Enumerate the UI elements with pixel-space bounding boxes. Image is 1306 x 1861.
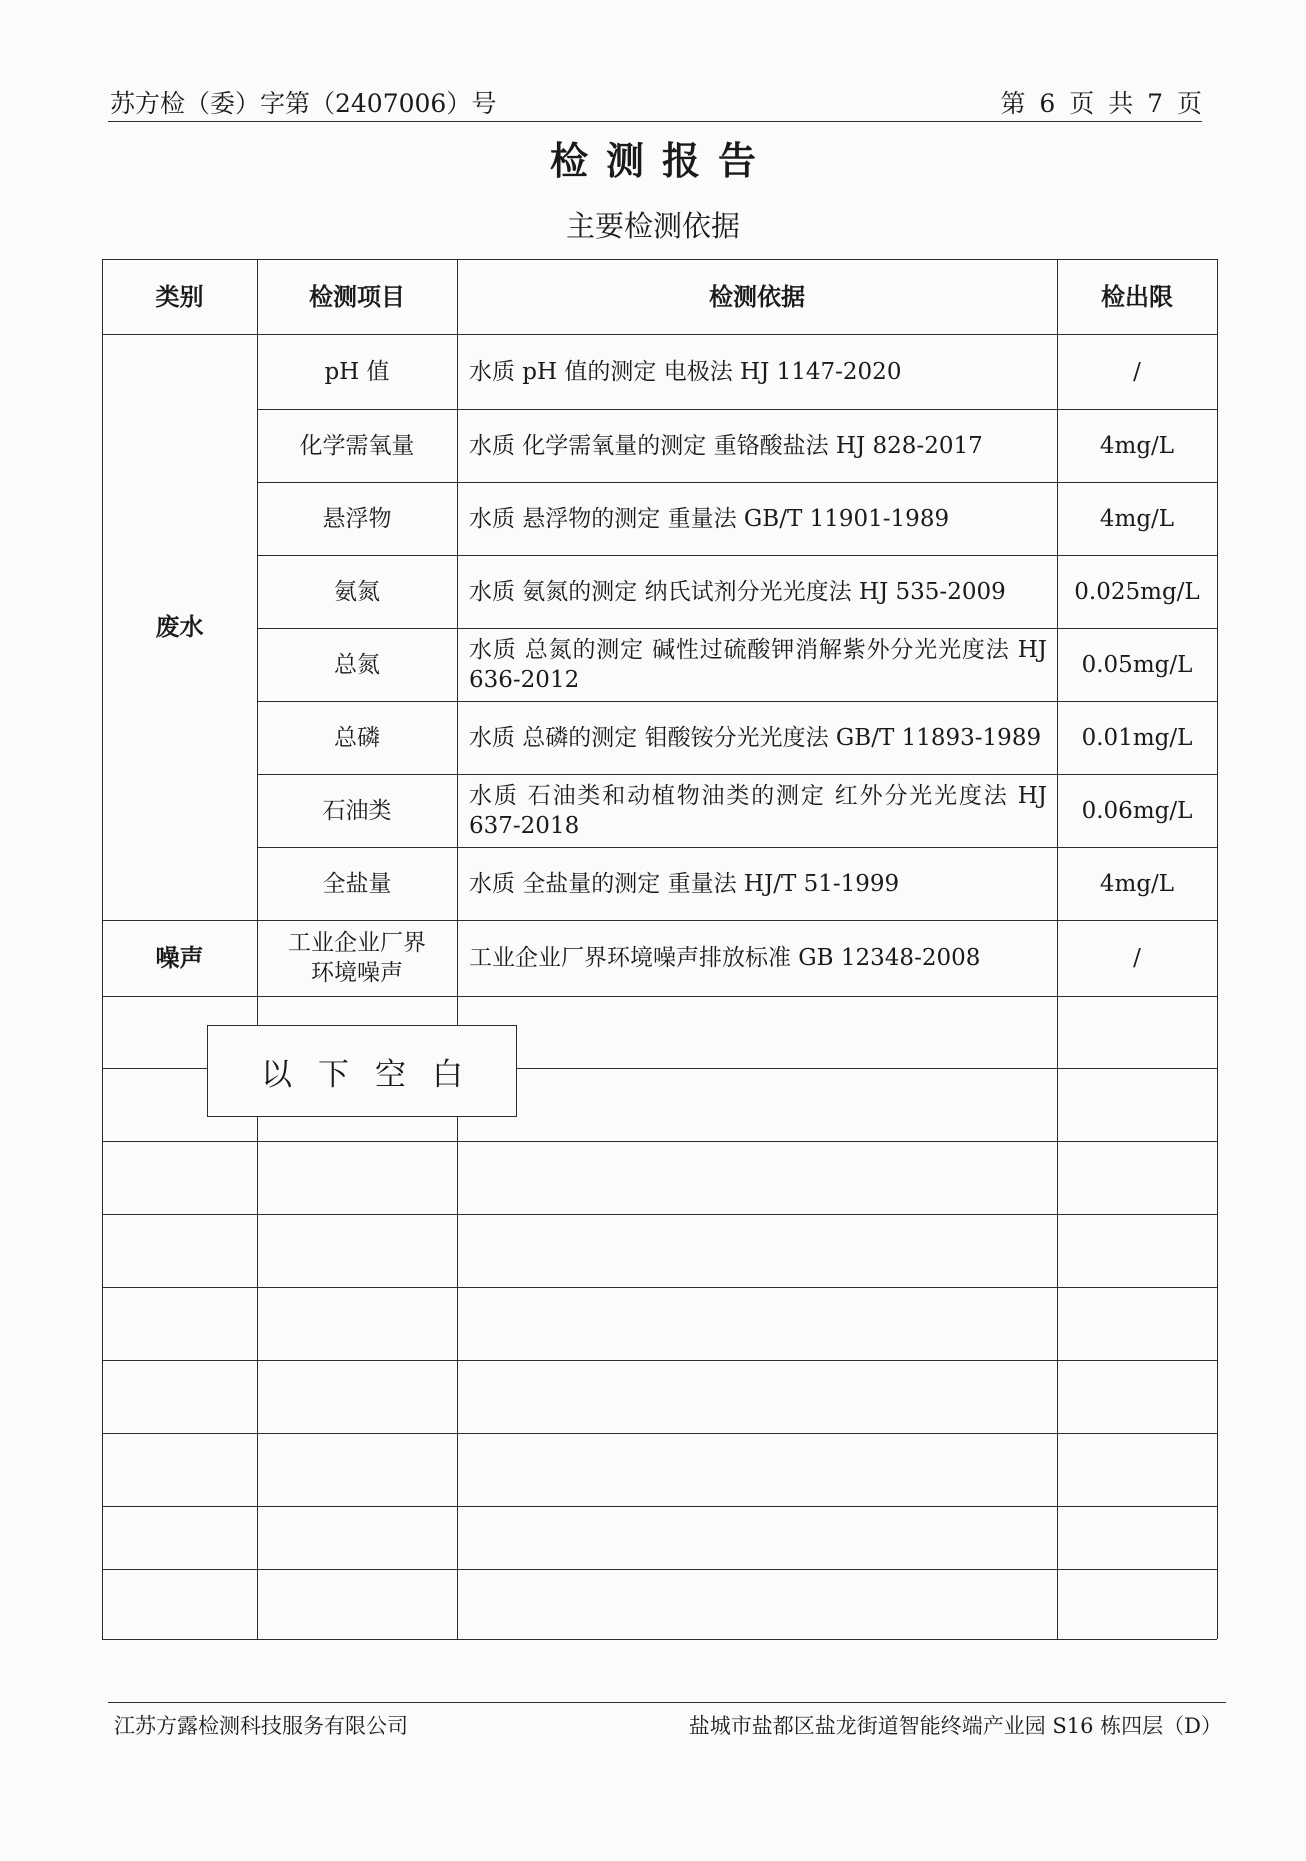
table-row-limit: 0.01mg/L [1081,724,1193,751]
table-row-item: pH 值 [324,358,390,385]
table-row-basis: 水质 石油类和动植物油类的测定 红外分光光度法 HJ 637-2018 [469,782,1047,839]
table-row-limit: 0.05mg/L [1081,651,1193,678]
blank-row-divider [102,1433,1217,1434]
col-header-limit: 检出限 [1101,282,1173,311]
report-title: 检测报告 [549,139,774,183]
table-border-bottom [102,1639,1217,1640]
table-row-basis: 水质 pH 值的测定 电极法 HJ 1147-2020 [469,358,902,385]
table-row-item: 化学需氧量 [299,432,415,459]
table-row-item: 石油类 [322,797,392,824]
table-row-basis: 水质 总磷的测定 钼酸铵分光光度法 GB/T 11893-1989 [469,724,1042,751]
table-row-limit: 0.025mg/L [1074,578,1200,605]
table-row-item: 悬浮物 [322,505,392,532]
blank-row-divider [102,1141,1217,1142]
blank-row-divider [102,1569,1217,1570]
table-row-basis: 水质 化学需氧量的测定 重铬酸盐法 HJ 828-2017 [469,432,983,459]
header-divider [108,121,1202,122]
col-header-category: 类别 [155,282,204,311]
table-row-item: 全盐量 [322,870,392,897]
footer-company: 江苏方露检测科技服务有限公司 [114,1714,408,1738]
blank-row-divider [102,1360,1217,1361]
footer-address: 盐城市盐都区盐龙街道智能终端产业园 S16 栋四层（D） [688,1714,1222,1738]
table-row-basis: 水质 悬浮物的测定 重量法 GB/T 11901-1989 [469,505,950,532]
category-noise: 噪声 [155,944,204,972]
category-wastewater: 废水 [155,613,204,641]
table-border-right [1217,259,1218,1639]
footer-divider [108,1702,1226,1703]
row-divider [102,996,1217,997]
table-row-item: 总氮 [334,651,380,678]
table-row-item: 工业企业厂界环境噪声 [288,930,426,986]
table-row-basis: 水质 总氮的测定 碱性过硫酸钾消解紫外分光光度法 HJ 636-2012 [469,636,1047,693]
blank-row-divider [102,1287,1217,1288]
basis-table [102,259,1217,1639]
table-row-limit: 4mg/L [1099,870,1175,897]
table-row-item: 氨氮 [334,578,380,605]
col-header-item: 检测项目 [309,282,405,311]
table-row-limit: 4mg/L [1099,432,1175,459]
table-row-limit: / [1133,945,1141,971]
col-header-basis: 检测依据 [709,282,805,311]
table-row-limit: 0.06mg/L [1081,797,1193,824]
report-subtitle: 主要检测依据 [565,209,740,243]
table-row-item: 总磷 [334,724,380,751]
header-page-info: 第 6 页 共 7 页 [1000,89,1202,118]
header-doc-number: 苏方检（委）字第（2407006）号 [110,89,497,118]
blank-row-divider [102,1214,1217,1215]
blank-row-divider [102,1506,1217,1507]
table-row-limit: 4mg/L [1099,505,1175,532]
table-row-basis: 工业企业厂界环境噪声排放标准 GB 12348-2008 [469,945,981,971]
table-row-basis: 水质 氨氮的测定 纳氏试剂分光光度法 HJ 535-2009 [469,578,1006,605]
table-row-basis: 水质 全盐量的测定 重量法 HJ/T 51-1999 [469,870,900,897]
blank-below-stamp: 以下空白 [207,1025,517,1117]
table-row-limit: / [1133,358,1141,385]
